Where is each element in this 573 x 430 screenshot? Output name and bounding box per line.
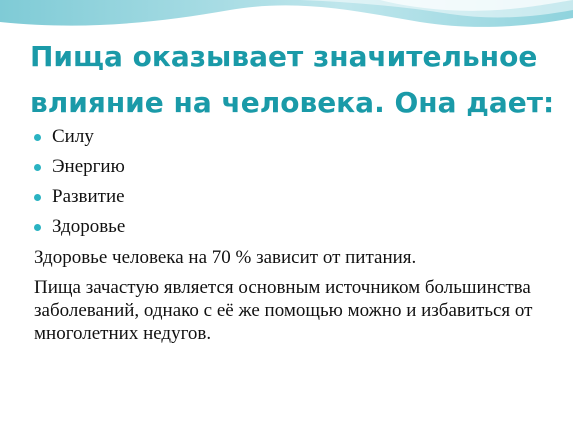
- slide-title-line-2: влияние на человека. Она дает:: [30, 86, 555, 119]
- bullet-item: [34, 156, 125, 186]
- bullet-item: [34, 216, 125, 246]
- bullet-item: [34, 186, 125, 216]
- bullet-dot-icon: [34, 194, 41, 201]
- bullet-list: [34, 126, 125, 246]
- bullet-text: Развитие: [52, 186, 125, 207]
- food-disease-paragraph: Пища зачастую является основным источником большинства заболеваний, однако с её же помощью можно и избавиться от многолетних недугов.: [34, 277, 533, 344]
- bullet-dot-icon: [34, 164, 41, 171]
- bullet-text: Силу: [52, 126, 94, 147]
- bullet-dot-icon: [34, 224, 41, 231]
- bullet-text: Здоровье: [52, 216, 126, 237]
- health-statistic-paragraph: Здоровье человека на 70 % зависит от питания.: [34, 247, 417, 268]
- bullet-item: [34, 126, 125, 156]
- bullet-text: Энергию: [52, 156, 125, 177]
- bullet-dot-icon: [34, 134, 41, 141]
- slide-title-line-1: Пища оказывает значительное: [30, 40, 538, 73]
- slide-title: [30, 34, 560, 126]
